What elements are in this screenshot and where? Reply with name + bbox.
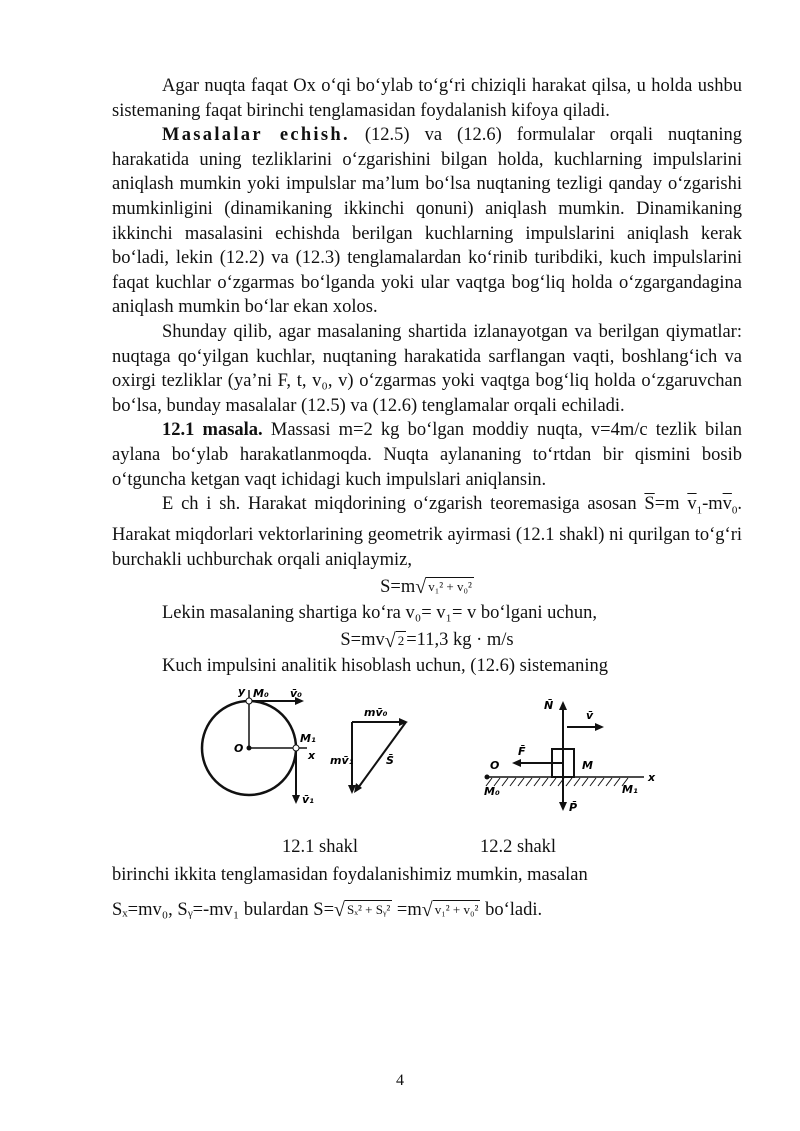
page-number: 4 [396, 1072, 404, 1089]
vector-v1: $\overline{v}$ [687, 494, 697, 515]
p5-text-i: . Harakat miqdorlari vektorlarining geometrik ayirmasi (12.1 shakl) ni qurilgan to‘g‘ri burchakli uchburchak orqali aniqlaymiz, [112, 494, 742, 570]
paragraph-6: Lekin masalaning shartiga ko‘ra v₀= v₁= v bo‘lgani uchun, [162, 603, 598, 624]
ground-hatch [486, 778, 628, 786]
paragraph-4-text: Massasi m=2 kg bo‘lgan moddiy nuqta, v=4m/c tezlik bilan aylana bo‘ylab harakatlanmoqda. Nuqta aylananing to‘rtdan bir qismini bosib o‘tguncha ketgan vaqt ichidagi kuch impulslari aniqlansin. [112, 420, 742, 490]
point-m0 [246, 698, 252, 704]
label-p: P̄ [569, 800, 578, 814]
paragraph-1: Agar nuqta faqat Ox o‘qi bo‘ylab to‘g‘ri chiziqli harakat qilsa, u holda ushbu sistemaning faqat birinchi tenglamasidan foydalanish kifoya qiladi. [112, 76, 742, 121]
sqrt-4: √ v₁² + v₀² [421, 899, 479, 922]
formula-1 [112, 575, 742, 600]
page-content [112, 74, 742, 922]
figure-12-2-caption: 12.2 shakl [480, 836, 557, 857]
impulse-s [358, 722, 406, 788]
center-point [247, 745, 252, 750]
p9-text-a: Sₓ=mv₀, Sᵧ=-mv₁ bulardan S= [112, 899, 334, 920]
p5-text-c: =m [654, 494, 688, 515]
label-mv0: mv̄₀ [364, 705, 388, 719]
figures [112, 686, 742, 857]
formula-1-lhs: S=m [380, 576, 416, 597]
label-x2: x [648, 770, 656, 784]
paragraph-4 [112, 418, 742, 492]
formula-2-radicand: 2 [397, 632, 405, 648]
origin-point [485, 774, 490, 779]
label-x: x [308, 748, 316, 762]
section-heading: Masalalar echish. [162, 125, 350, 146]
label-f: F̄ [518, 744, 526, 758]
vector-v0: $\overline{v}$ [722, 494, 732, 515]
p9-radicand-1: Sₓ² + Sᵧ² [346, 902, 391, 918]
formula-2-rhs: =11,3 kg · m/s [406, 629, 514, 650]
sqrt-3: √ Sₓ² + Sᵧ² [334, 899, 391, 922]
label-m1: M₁ [300, 731, 316, 745]
label-n: N̄ [544, 698, 554, 712]
formula-2 [112, 628, 742, 653]
label-o: O [234, 741, 244, 755]
arrowhead [559, 701, 567, 710]
label-m0: M₀ [253, 686, 269, 700]
label-m: M [582, 758, 593, 772]
paragraph-8: birinchi ikkita tenglamasidan foydalanishimiz mumkin, masalan [112, 864, 588, 885]
p9-text-c: bo‘ladi. [480, 899, 543, 920]
arrowhead [559, 802, 567, 811]
paragraph-2-text: (12.5) va (12.6) formulalar orqali nuqtaning harakatida uning tezliklarini o‘zgarishini bilgan holda, kuchlarning impulslarini aniqlash mumkin yoki impulslar ma’lum bo‘lsa nuqtaning tezligi qanday o‘zgarishi mumkinligini (dinamikaning ikkinchi qonuni) aniqlash mumkin. Dinamikaning ikkinchi masalasini echishda berilgan kuchlarning impulslarini aniqlash kerak bo‘ladi, lekin (12.2) va (12.3) tenglamalardan ko‘rinib turibdiki, kuch impulslarini faqat kuchlar o‘zgarmas bo‘lganda yoki ular vaqtga bog‘liq holda o‘zgargandagina aniqlash mumkin bo‘lar ekan xolos. [112, 125, 742, 318]
sub-1: 1 [696, 504, 703, 517]
label-o2: O [490, 758, 500, 772]
problem-heading: 12.1 masala. [162, 420, 263, 441]
label-v0: v̄₀ [290, 686, 302, 700]
label-m0-2: M₀ [484, 784, 500, 798]
label-v: v̄ [586, 708, 594, 722]
point-m1 [293, 745, 299, 751]
p5-text-a: E ch i sh. Harakat miqdorining o‘zgarish teoremasiga asosan [162, 494, 645, 515]
paragraph-2 [112, 123, 742, 320]
label-v1: v̄₁ [302, 792, 314, 806]
figure-12-1-and-12-2 [112, 687, 742, 837]
sqrt-2: √ 2 [384, 629, 405, 652]
label-m1-2: M₁ [622, 782, 638, 796]
p9-radicand-2: v₁² + v₀² [434, 902, 479, 918]
p5-text-f: -m [702, 494, 723, 515]
paragraph-3: Shunday qilib, agar masalaning shartida izlanayotgan va berilgan qiymatlar: nuqtaga qo‘yilgan kuchlar, nuqtaning harakatida sarflangan vaqti, boshlang‘ich va oxirgi tezliklar (ya’ni F, t, v₀, v) o‘zgarmas yoki vaqtga bog‘liq holda o‘zgaruvchan bo‘lsa, bunday masalalar (12.5) va (12.6) tenglamalar orqali echiladi. [112, 321, 742, 416]
label-s: S̄ [386, 753, 394, 767]
arrowhead [595, 723, 604, 731]
figure-12-1-caption: 12.1 shakl [282, 836, 359, 857]
label-y: y [238, 686, 246, 698]
formula-1-radicand: v₁² + v₀² [428, 579, 472, 595]
arrowhead [292, 795, 300, 804]
vector-s: $\overline{S}$ [644, 494, 655, 515]
paragraph-9 [112, 898, 742, 923]
paragraph-7: Kuch impulsini analitik hisoblash uchun, (12.6) sistemaning [162, 656, 609, 677]
sub-0: 0 [731, 504, 738, 517]
paragraph-5 [112, 492, 742, 572]
sqrt-1: √ v₁² + v₀² [415, 576, 472, 599]
label-mv1: mv̄₁ [330, 753, 354, 767]
figure-12-1 [202, 687, 408, 806]
figure-12-2 [484, 699, 656, 814]
formula-2-lhs: S=mv [340, 629, 385, 650]
p9-text-b: =m [392, 899, 422, 920]
arrowhead [512, 759, 521, 767]
